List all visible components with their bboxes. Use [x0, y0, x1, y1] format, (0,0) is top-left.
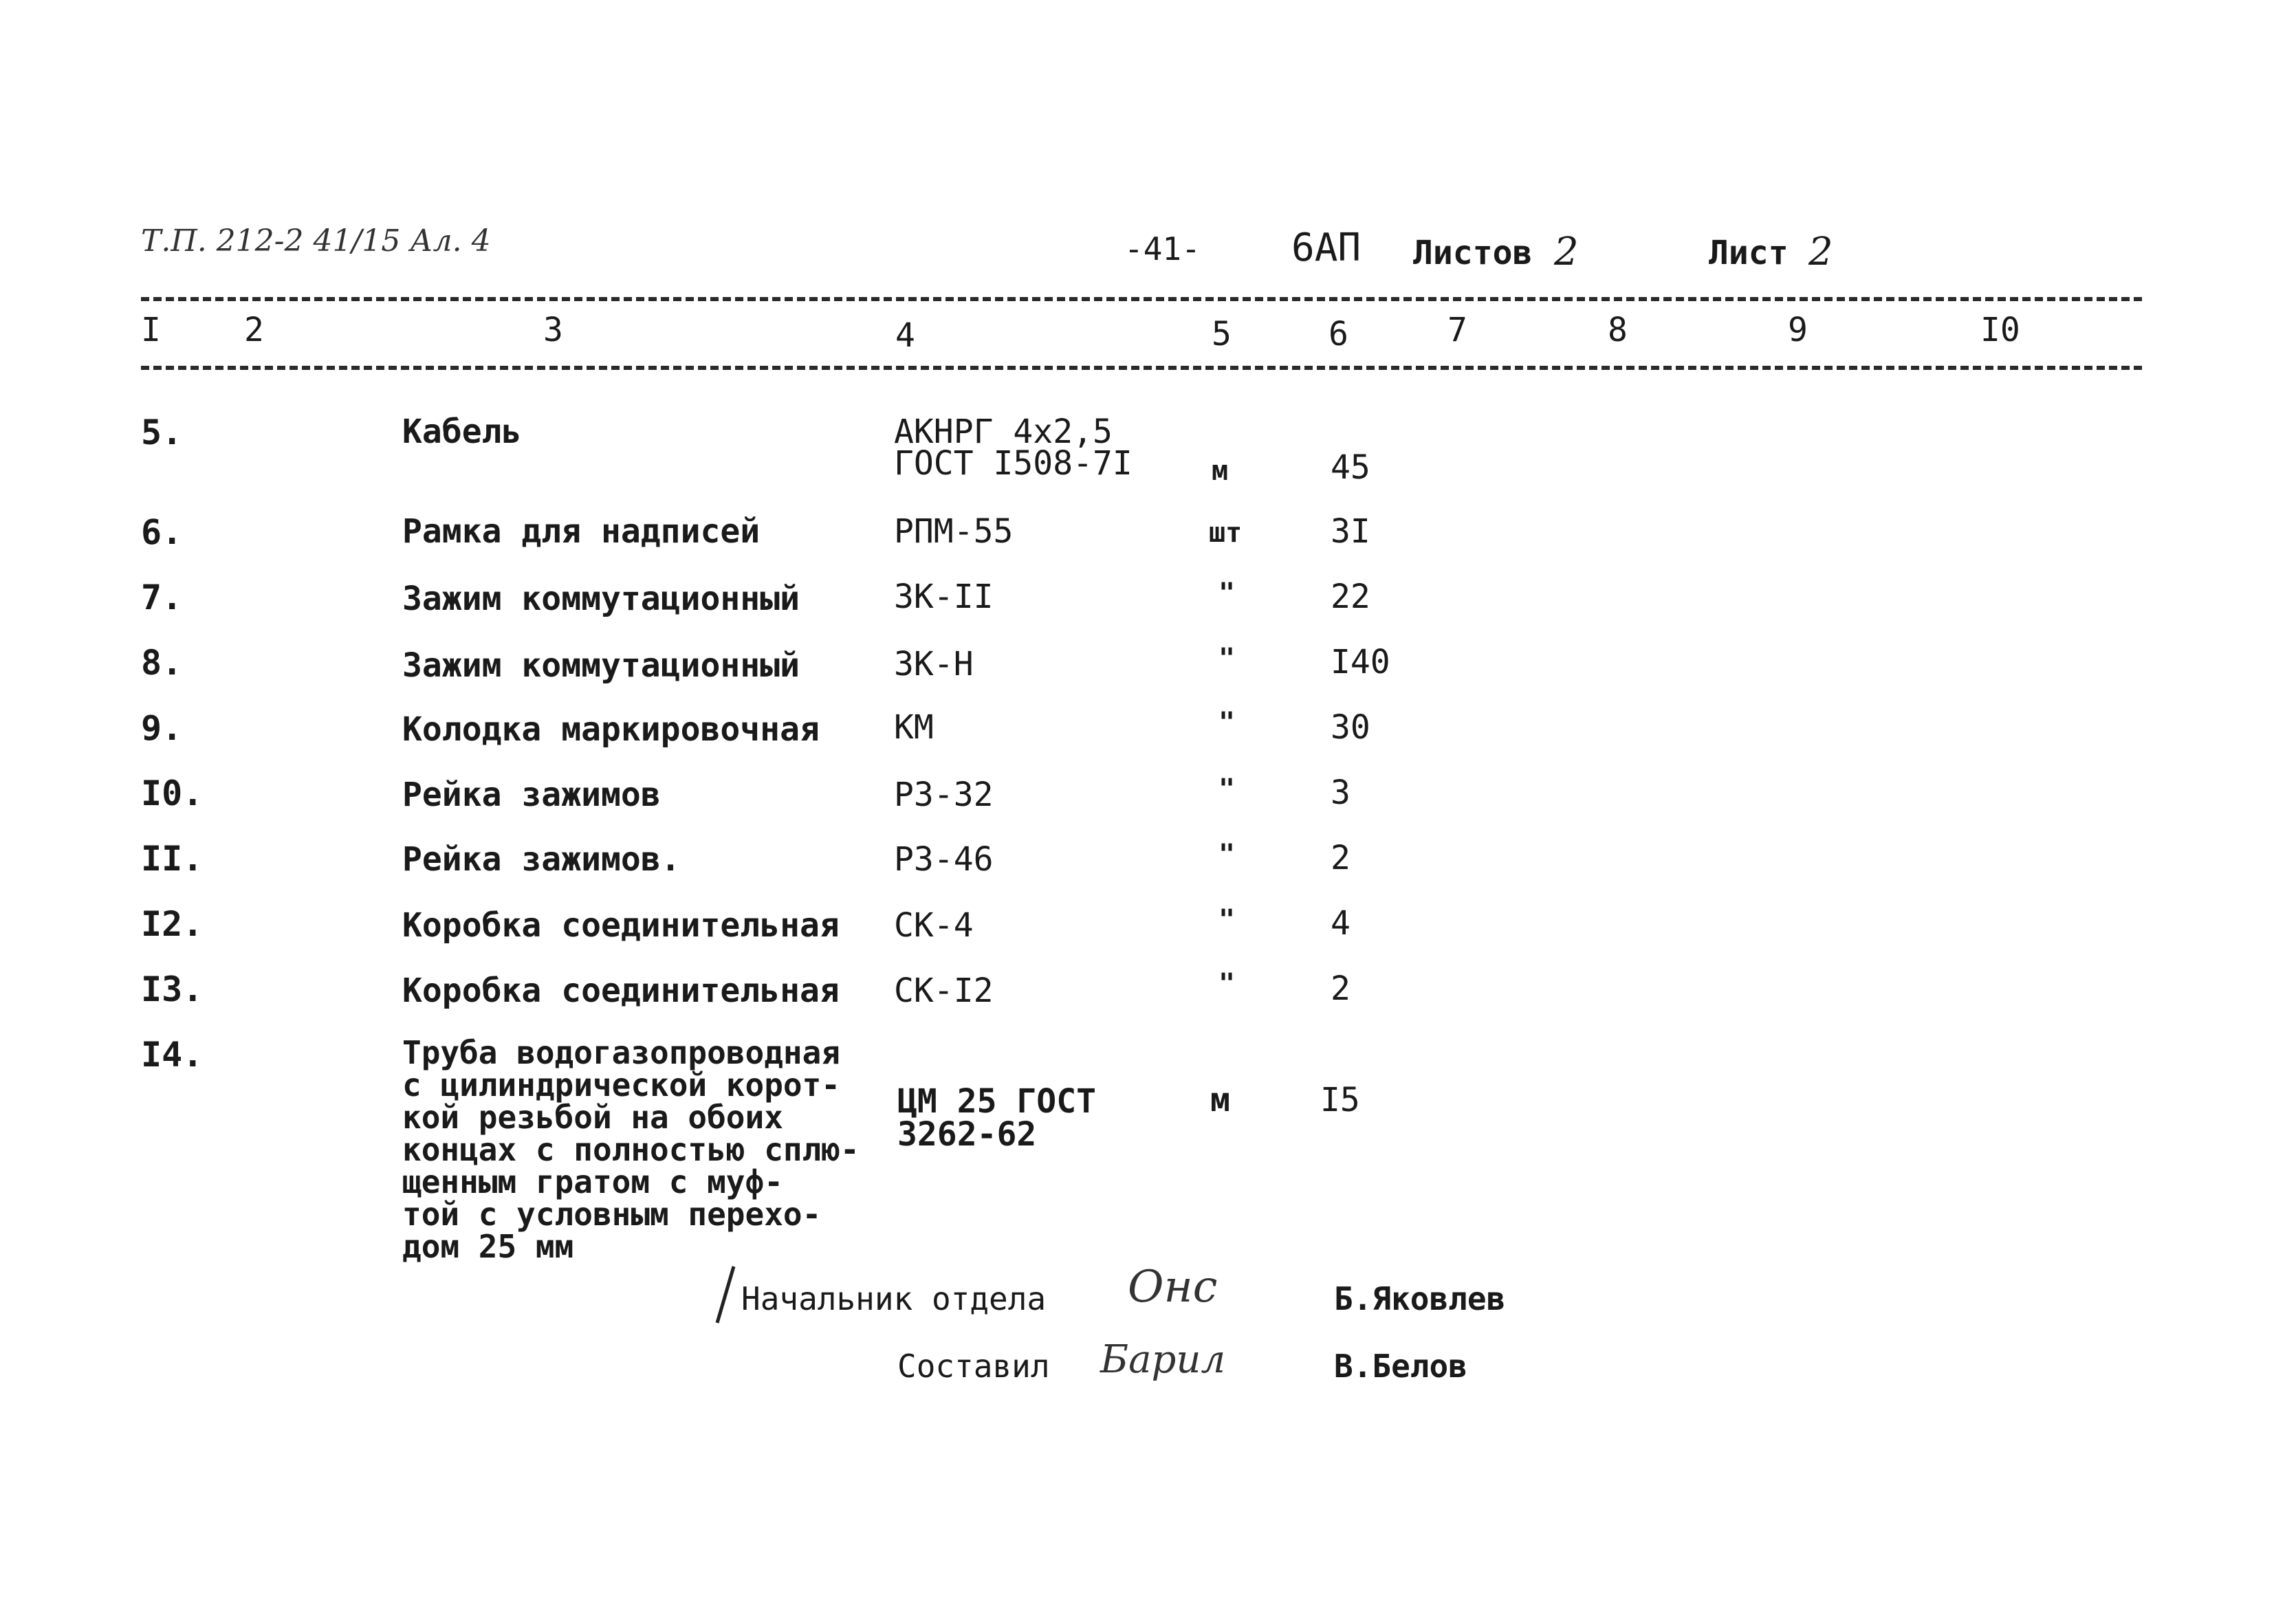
- column-number: 3: [543, 311, 563, 349]
- item-name-multiline: [402, 1034, 897, 1265]
- item-name-line: той с условным перехо-: [402, 1196, 822, 1233]
- item-name: Рамка для надписей: [402, 512, 761, 551]
- row-number: 9.: [141, 708, 183, 748]
- header-top-rule: [141, 297, 2142, 301]
- item-type: РЗ-32: [894, 776, 994, 814]
- column-number: 2: [244, 311, 264, 349]
- item-name: Рейка зажимов.: [402, 840, 681, 879]
- item-type: РЗ-46: [894, 840, 994, 879]
- item-quantity: 3: [1331, 773, 1351, 812]
- column-number: 8: [1608, 311, 1628, 349]
- item-unit: ": [1218, 839, 1236, 870]
- item-type: СК-I2: [894, 972, 994, 1010]
- item-quantity: 30: [1331, 708, 1370, 747]
- row-number: 5.: [141, 413, 183, 452]
- item-quantity: 22: [1331, 578, 1370, 616]
- sheets-value: 2: [1554, 230, 1579, 274]
- row-number: II.: [141, 839, 204, 879]
- item-name-line: с цилиндрической корот-: [402, 1066, 840, 1104]
- item-quantity: м: [1210, 1081, 1230, 1119]
- item-unit: м: [1212, 455, 1229, 487]
- item-type: КМ: [894, 708, 934, 747]
- item-name: Кабель: [402, 413, 522, 451]
- item-unit: ": [1218, 968, 1236, 1000]
- item-unit: I5: [1320, 1081, 1360, 1119]
- item-unit: ": [1218, 578, 1236, 609]
- item-name: Рейка зажимов: [402, 776, 661, 814]
- item-name: Колодка маркировочная: [402, 710, 820, 749]
- item-quantity: 45: [1331, 448, 1370, 487]
- column-number: 5: [1212, 315, 1232, 353]
- column-number: 7: [1447, 311, 1467, 349]
- column-number: I0: [1980, 311, 2020, 349]
- item-name: Зажим коммутационный: [402, 580, 800, 618]
- item-unit: ": [1218, 707, 1236, 738]
- page-number: -41-: [1124, 230, 1201, 267]
- item-type: ЗК-II: [894, 578, 994, 616]
- department-head-name: Б.Яковлев: [1334, 1280, 1506, 1317]
- row-number: I3.: [141, 969, 204, 1009]
- row-number: I0.: [141, 773, 204, 813]
- item-quantity: 2: [1331, 969, 1351, 1008]
- document-designation: Т.П. 212-2 41/15 Ал. 4: [141, 223, 491, 259]
- item-type: ЦМ 25 ГОСТ 3262-62: [897, 1082, 1096, 1154]
- column-number: 9: [1788, 311, 1808, 349]
- department-head-signature: Онс: [1128, 1262, 1218, 1313]
- sheet-label: Лист: [1709, 234, 1789, 272]
- item-name-line: щенным гратом с муф-: [402, 1163, 783, 1200]
- row-number: I4.: [141, 1035, 204, 1075]
- item-type: ЗК-Н: [894, 645, 974, 683]
- row-number: 6.: [141, 512, 183, 552]
- column-number: 6: [1329, 315, 1348, 353]
- item-name-line: концах с полностью сплю-: [402, 1131, 860, 1168]
- item-type: АКНРГ 4х2,5 ГОСТ I508-7I: [894, 413, 1133, 483]
- document-code: 6АП: [1291, 226, 1362, 270]
- row-number: I2.: [141, 904, 204, 944]
- signature-slash: [712, 1264, 739, 1326]
- item-quantity: 4: [1331, 904, 1351, 943]
- row-number: 7.: [141, 578, 183, 617]
- item-name: Коробка соединительная: [402, 906, 840, 945]
- item-name: Зажим коммутационный: [402, 646, 800, 685]
- author-label: Составил: [897, 1348, 1050, 1385]
- item-unit: ": [1218, 904, 1236, 936]
- item-unit: шт: [1209, 517, 1243, 549]
- item-unit: ": [1218, 773, 1236, 805]
- sheets-label: Листов: [1413, 234, 1533, 272]
- sheet-value: 2: [1808, 230, 1833, 274]
- item-name-line: кой резьбой на обоих: [402, 1099, 783, 1136]
- item-name-line: дом 25 мм: [402, 1228, 574, 1265]
- column-number: I: [141, 311, 161, 349]
- item-name-line: Труба водогазопроводная: [402, 1034, 840, 1071]
- item-quantity: I40: [1331, 643, 1390, 681]
- item-name: Коробка соединительная: [402, 972, 840, 1010]
- item-unit: ": [1218, 643, 1236, 674]
- header-bottom-rule: [141, 366, 2142, 370]
- item-type: РПМ-55: [894, 512, 1014, 551]
- item-type: СК-4: [894, 906, 974, 945]
- column-number: 4: [895, 316, 915, 355]
- author-name: В.Белов: [1334, 1348, 1467, 1385]
- department-head-label: Начальник отдела: [741, 1280, 1047, 1317]
- row-number: 8.: [141, 643, 183, 683]
- author-signature: Барил: [1100, 1337, 1226, 1382]
- item-quantity: 2: [1331, 839, 1351, 877]
- item-quantity: 3I: [1331, 512, 1370, 551]
